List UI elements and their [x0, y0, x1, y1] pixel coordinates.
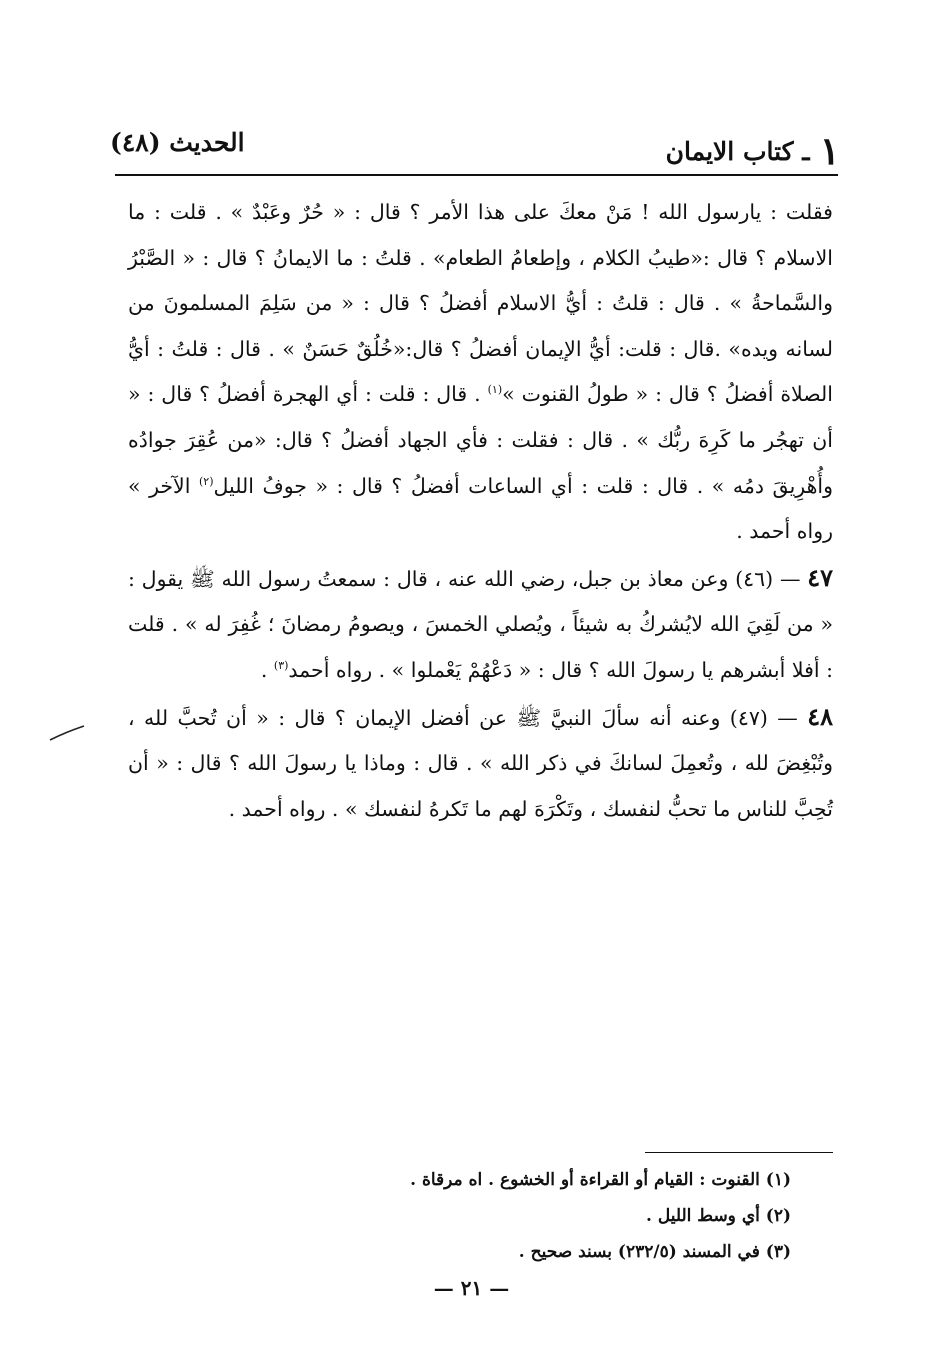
hadith-number-48: ٤٨ [807, 701, 833, 731]
header-rule [115, 174, 838, 176]
chapter-title: ـ كتاب الايمان [665, 137, 810, 166]
hadith-range: الحديث (٤٨) [110, 128, 245, 157]
text-run: — (٤٧) وعنه أنه سألَ النبيَّ ﷺ عن أفضل الإيمان ؟ قال : « أن تُحبَّ لله ، وتُبْغِضَ لله ، وتُعمِلَ لسانكَ في ذكر الله » . قال : وماذا يا رسولَ الله ؟ قال : « أن تُحِبَّ للناس ما تحبُّ لنفسك ، وتَكْرَهَ لهم ما تَكرهُ لنفسك » . رواه أحمد . [128, 705, 833, 821]
paragraph-hadith-48 [128, 694, 833, 833]
paragraph-hadith-46-continued [128, 190, 833, 555]
footnote-3: (٣) في المسند (٢٣٢/٥) بسند صحيح . [518, 1242, 791, 1262]
chapter-heading [666, 128, 840, 173]
page-number: — ٢١ — [433, 1276, 510, 1300]
footnote-1: (١) القنوت : القيام أو القراءة أو الخشوع . اه مرقاة . [410, 1170, 791, 1190]
footnotes [191, 1162, 791, 1270]
margin-pencil-mark [48, 722, 86, 742]
hadith-number-47: ٤٧ [807, 562, 833, 592]
footnote-ref-2: (٢) [198, 474, 214, 488]
footnote-2: (٢) أي وسط الليل . [646, 1206, 791, 1226]
text-run: . قال : قلت : أي الهجرة أفضلُ ؟ قال : « أن تهجُر ما كَرِهَ ربُّك » . قال : فقلت : فأي الجهاد أفضلُ ؟ قال: «من عُقِرَ جوادُه وأُهْرِيقَ دمُه » . قال : قلت : أي الساعات أفضلُ ؟ قال : « جوفُ الليل [128, 382, 833, 498]
text-run: — (٤٦) وعن معاذ بن جبل، رضي الله عنه ، قال : سمعتُ رسول الله ﷺ يقول : « من لَقِيَ الله لايُشركُ به شيئاً ، ويُصلي الخمسَ ، ويصومُ رمضانَ ؛ غُفِرَ له » . قلت : أفلا أبشرهم يا رسولَ الله ؟ قال : « دَعْهُمْ يَعْملوا » . رواه أحمد [128, 566, 833, 682]
main-text [128, 190, 833, 832]
footnote-ref-3: (٣) [273, 659, 289, 673]
paragraph-hadith-47 [128, 555, 833, 694]
chapter-number: ١ [819, 128, 840, 173]
text-run: فقلت : يارسول الله ! مَنْ معكَ على هذا الأمر ؟ قال : « حُرٌ وعَبْدٌ » . قلت : ما الاسلام ؟ قال :«طيبُ الكلام ، وإطعامُ الطعام» . قلتُ : ما الايمانُ ؟ قال : « الصَّبْرُ والسَّماحةُ » . قال : قلتُ : أيُّ الاسلام أفضلُ ؟ قال : « من سَلِمَ المسلمونَ من لسانه ويده» .قال : قلت: أيُّ الإيمان أفضلُ ؟ قال:«خُلُقٌ حَسَنٌ » . قال : قلتُ : أيُّ الصلاة أفضلُ ؟ قال : « طولُ القنوت » [128, 200, 834, 407]
text-run: . [260, 657, 274, 682]
footnote-rule [645, 1152, 833, 1153]
footnote-ref-1: (١) [487, 383, 503, 397]
text-run: الآخر » رواه أحمد . [128, 473, 833, 544]
page-header [110, 122, 840, 172]
